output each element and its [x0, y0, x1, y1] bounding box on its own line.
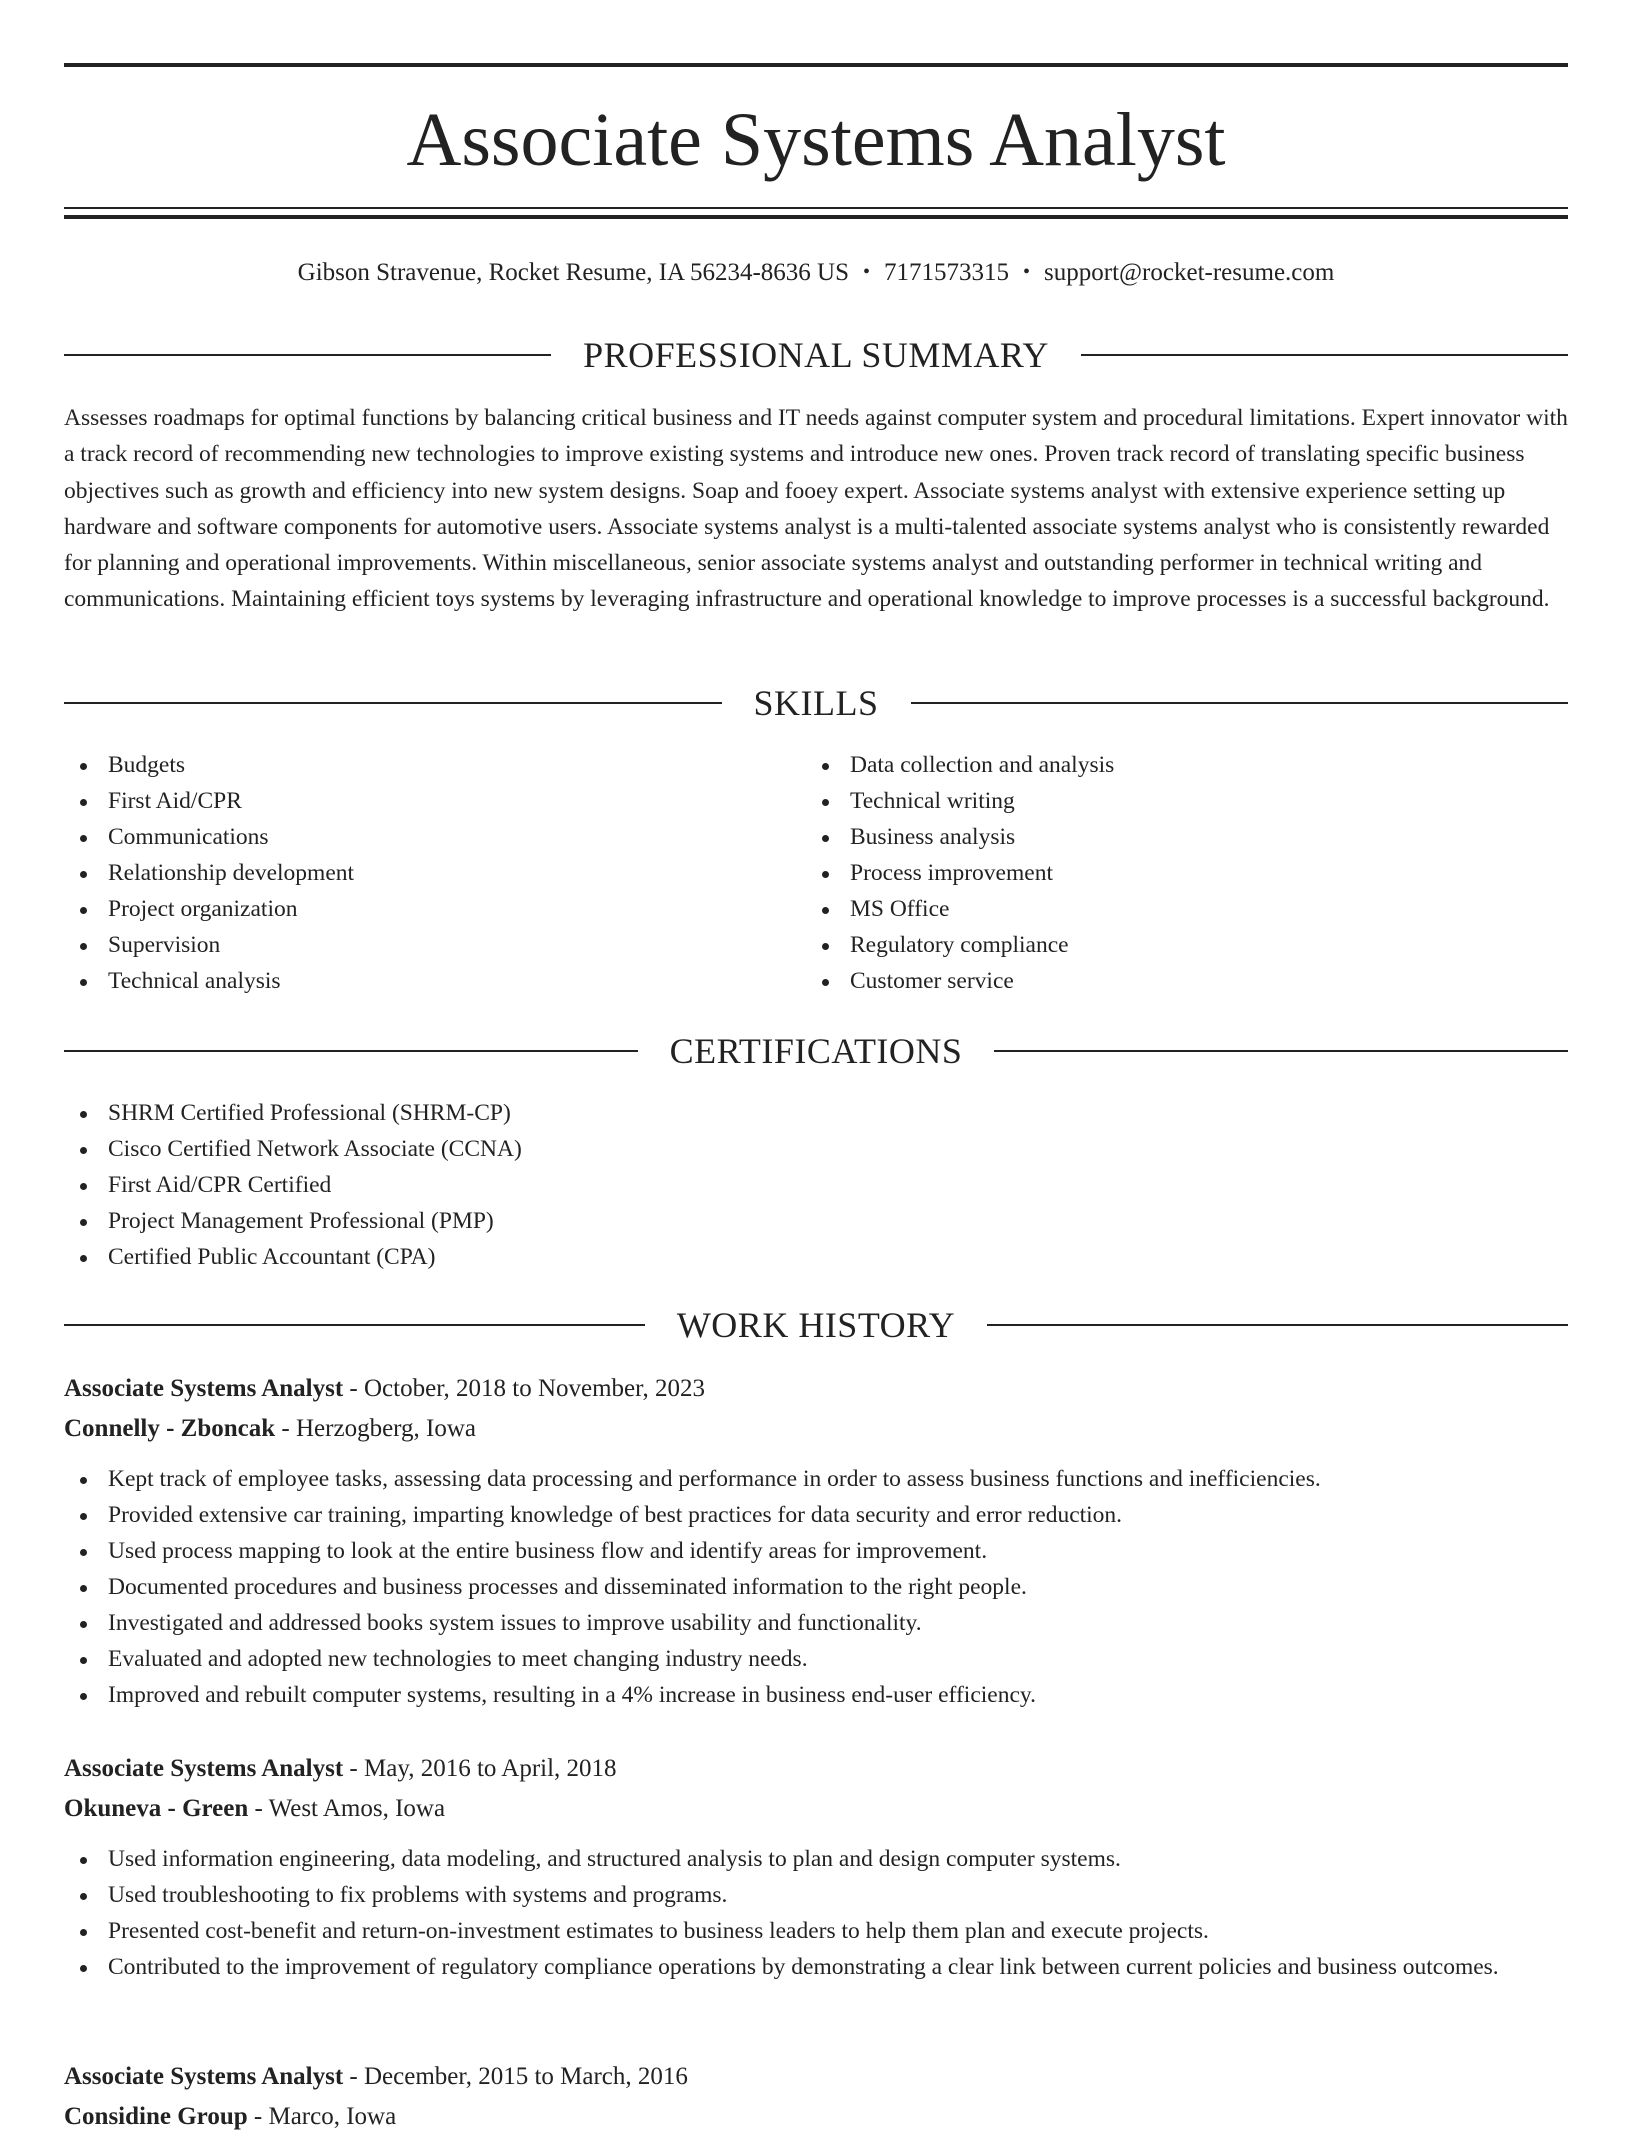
skill-item: Process improvement — [806, 855, 1506, 891]
summary-heading-label: PROFESSIONAL SUMMARY — [583, 335, 1049, 375]
skill-item: Relationship development — [64, 855, 764, 891]
job-bullet: Evaluated and adopted new technologies to meet changing industry needs. — [64, 1641, 1568, 1677]
job-title: Associate Systems Analyst — [64, 1755, 344, 1782]
job-company-line — [64, 1409, 1568, 1449]
job-bullet: Presented cost-benefit and return-on-investment estimates to business leaders to help them plan and execute projects. — [64, 1913, 1568, 1949]
certification-item: Project Management Professional (PMP) — [64, 1203, 1568, 1239]
job-title: Associate Systems Analyst — [64, 2063, 344, 2090]
skill-item: Business analysis — [806, 819, 1506, 855]
heading-rule-right — [911, 702, 1569, 704]
contact-address: Gibson Stravenue, Rocket Resume, IA 56234-8636 US — [297, 259, 849, 286]
skill-item: Project organization — [64, 891, 764, 927]
job-title: Associate Systems Analyst — [64, 1375, 344, 1402]
job-bullet: Used information engineering, data modeling, and structured analysis to plan and design computer systems. — [64, 1841, 1568, 1877]
contact-email: support@rocket-resume.com — [1044, 259, 1335, 286]
job-entry — [64, 1369, 1568, 1713]
certification-item: Cisco Certified Network Associate (CCNA) — [64, 1131, 1568, 1167]
job-entry — [64, 1749, 1568, 1985]
work-history-heading — [64, 1303, 1568, 1347]
certifications-heading-label: CERTIFICATIONS — [669, 1031, 963, 1071]
job-bullet: Improved and rebuilt computer systems, resulting in a 4% increase in business end-user efficiency. — [64, 1677, 1568, 1713]
job-bullet: Documented procedures and business processes and disseminated information to the right people. — [64, 1569, 1568, 1605]
skill-item: Data collection and analysis — [806, 747, 1506, 783]
job-bullet: Contributed to the improvement of regulatory compliance operations by demonstrating a clear link between current policies and business outcomes. — [64, 1949, 1568, 1985]
summary-heading — [64, 333, 1568, 377]
contact-separator: • — [1023, 261, 1031, 283]
heading-rule-left — [64, 354, 551, 356]
heading-rule-left — [64, 1324, 645, 1326]
job-dates: - May, 2016 to April, 2018 — [343, 1755, 617, 1782]
job-bullets — [64, 1461, 1568, 1713]
job-company: Considine Group — [64, 2103, 248, 2130]
job-bullet: Used process mapping to look at the entire business flow and identify areas for improvement. — [64, 1533, 1568, 1569]
certification-item: First Aid/CPR Certified — [64, 1167, 1568, 1203]
skill-item: Budgets — [64, 747, 764, 783]
skill-item: MS Office — [806, 891, 1506, 927]
skill-item: Customer service — [806, 963, 1506, 999]
resume-title: Associate Systems Analyst — [406, 98, 1226, 182]
job-dates: - October, 2018 to November, 2023 — [343, 1375, 705, 1402]
certification-item: SHRM Certified Professional (SHRM-CP) — [64, 1095, 1568, 1131]
top-rule — [64, 63, 1568, 67]
job-bullet: Used troubleshooting to fix problems with systems and programs. — [64, 1877, 1568, 1913]
job-dates: - December, 2015 to March, 2016 — [343, 2063, 688, 2090]
summary-text: Assesses roadmaps for optimal functions by balancing critical business and IT needs against computer system and procedural limitations. Expert innovator with a track record of recommending new technologies to improve existing systems and introduce new ones. Proven track record of translating specific business objectives such as growth and efficiency into new system designs. Soap and fooey expert. Associate systems analyst with extensive experience setting up hardware and software components for automotive users. Associate systems analyst is a multi-talented associate systems analyst who is consistently rewarded for planning and operational improvements. Within miscellaneous, senior associate systems analyst and outstanding performer in technical writing and communications. Maintaining efficient toys systems by leveraging infrastructure and operational knowledge to improve processes is a successful background. — [64, 405, 1568, 613]
job-title-line — [64, 1749, 1568, 1789]
skill-item: Technical writing — [806, 783, 1506, 819]
heading-rule-right — [994, 1050, 1568, 1052]
skills-left-column — [64, 747, 764, 999]
job-bullet: Kept track of employee tasks, assessing data processing and performance in order to assess business functions and inefficiencies. — [64, 1461, 1568, 1497]
skill-item: Regulatory compliance — [806, 927, 1506, 963]
job-company-line — [64, 2097, 1568, 2137]
job-company: Okuneva - Green — [64, 1795, 249, 1822]
skill-item: Supervision — [64, 927, 764, 963]
job-location: - West Amos, Iowa — [248, 1795, 446, 1822]
skills-heading — [64, 681, 1568, 725]
job-bullet: Provided extensive car training, imparting knowledge of best practices for data security and error reduction. — [64, 1497, 1568, 1533]
skill-item: Communications — [64, 819, 764, 855]
job-location: - Herzogberg, Iowa — [275, 1415, 477, 1442]
job-title-line — [64, 1369, 1568, 1409]
skills-list-right — [806, 747, 1506, 999]
skill-item: First Aid/CPR — [64, 783, 764, 819]
job-entry — [64, 2057, 1568, 2137]
skills-heading-label: SKILLS — [753, 683, 879, 723]
job-company: Connelly - Zboncak — [64, 1415, 276, 1442]
job-location: - Marco, Iowa — [247, 2103, 397, 2130]
skills-list-left — [64, 747, 764, 999]
contact-line — [64, 254, 1568, 291]
certifications-list — [64, 1095, 1568, 1275]
heading-rule-left — [64, 702, 722, 704]
certifications-heading — [64, 1029, 1568, 1073]
job-bullets — [64, 1841, 1568, 1985]
heading-rule-left — [64, 1050, 638, 1052]
skills-right-column — [806, 747, 1506, 999]
heading-rule-right — [1081, 354, 1568, 356]
certification-item: Certified Public Accountant (CPA) — [64, 1239, 1568, 1275]
title-rule-thin — [64, 207, 1568, 209]
heading-rule-right — [987, 1324, 1568, 1326]
certifications-block — [64, 1095, 1568, 1275]
contact-phone: 7171573315 — [884, 259, 1010, 286]
work-history-heading-label: WORK HISTORY — [676, 1305, 956, 1345]
contact-separator: • — [863, 261, 871, 283]
job-title-line — [64, 2057, 1568, 2097]
job-company-line — [64, 1789, 1568, 1829]
title-rule-thick — [64, 215, 1568, 219]
job-bullet: Investigated and addressed books system issues to improve usability and functionality. — [64, 1605, 1568, 1641]
skill-item: Technical analysis — [64, 963, 764, 999]
